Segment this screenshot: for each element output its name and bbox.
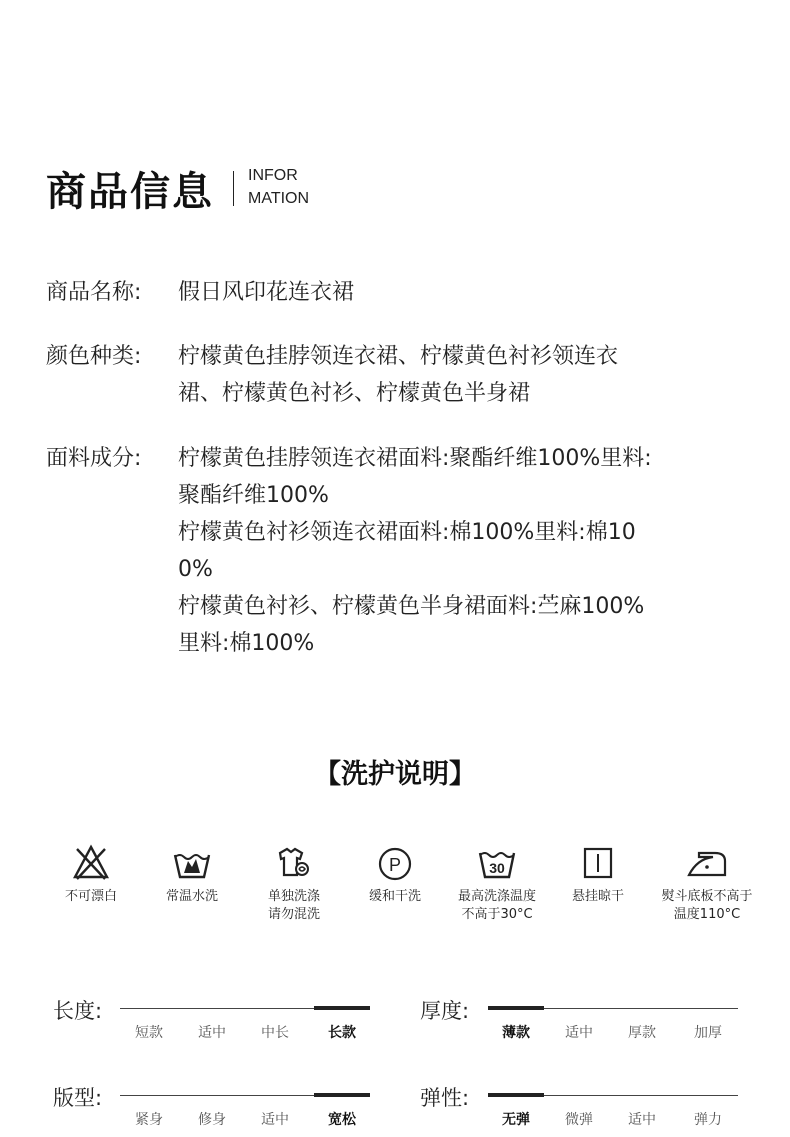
fabric-line: 柠檬黄色衬衫领连衣裙面料:棉100%里料:棉10: [178, 520, 636, 545]
svg-text:30: 30: [489, 860, 505, 876]
care-label: [539, 888, 657, 906]
subtitle-line: MATION: [248, 190, 310, 207]
elasticity-option: 微弹: [565, 1112, 593, 1128]
color-label: 颜色种类:: [46, 344, 142, 369]
fabric-value: [178, 440, 746, 662]
color-value: [178, 338, 746, 412]
iron-icon: [648, 838, 766, 888]
fit-option: 适中: [261, 1112, 289, 1128]
fabric-line: 0%: [178, 557, 213, 582]
care-label: [133, 888, 251, 906]
fit-indicator: [314, 1093, 370, 1097]
subtitle-line: INFOR: [248, 167, 298, 184]
elasticity-option: 适中: [628, 1112, 656, 1128]
color-row: [46, 338, 746, 412]
care-label-line: 最高洗涤温度: [457, 889, 536, 904]
care-title: 【洗护说明】: [314, 759, 476, 790]
thickness-option: 适中: [565, 1025, 593, 1041]
care-item-iron: [648, 838, 766, 924]
length-label: 长度:: [53, 999, 103, 1023]
length-option-selected: 长款: [328, 1025, 356, 1041]
fit-label: 版型:: [53, 1086, 103, 1110]
section-subtitle: [248, 164, 309, 210]
care-item-hand-wash: [133, 838, 251, 906]
product-name-label: 商品名称:: [46, 280, 142, 305]
title-divider: [233, 171, 234, 206]
fabric-line: 柠檬黄色衬衫、柠檬黄色半身裙面料:苎麻100%: [178, 594, 645, 619]
care-label-line: 请勿混洗: [267, 907, 320, 922]
length-option: 中长: [261, 1025, 289, 1041]
care-label-line: 熨斗底板不高于: [661, 889, 753, 904]
fit-option: 修身: [198, 1112, 226, 1128]
care-label-line: 不可漂白: [64, 889, 117, 904]
care-label-line: 悬挂晾干: [571, 889, 624, 904]
thickness-option-selected: 薄款: [502, 1025, 530, 1041]
care-label-line: 不高于30°C: [461, 907, 533, 922]
fabric-label: 面料成分:: [46, 446, 142, 471]
fit-option-selected: 宽松: [328, 1112, 356, 1128]
color-line: 柠檬黄色挂脖领连衣裙、柠檬黄色衬衫领连衣: [178, 344, 619, 369]
care-label-line: 单独洗涤: [267, 889, 320, 904]
care-label-line: 常温水洗: [165, 889, 218, 904]
care-label: [648, 888, 766, 924]
care-item-hang-dry: [539, 838, 657, 906]
care-label-line: 温度110°C: [673, 907, 741, 922]
elasticity-option-selected: 无弹: [502, 1112, 530, 1128]
fabric-line: 柠檬黄色挂脖领连衣裙面料:聚酯纤维100%里料:: [178, 446, 652, 471]
length-option: 适中: [198, 1025, 226, 1041]
length-indicator: [314, 1006, 370, 1010]
fabric-row: [46, 440, 746, 662]
length-option: 短款: [135, 1025, 163, 1041]
thickness-indicator: [488, 1006, 544, 1010]
product-name-row: [46, 274, 746, 311]
care-label: [336, 888, 454, 906]
elasticity-option: 弹力: [694, 1112, 722, 1128]
thickness-option: 加厚: [694, 1025, 722, 1041]
fabric-line: 聚酯纤维100%: [178, 483, 329, 508]
care-label-line: 缓和干洗: [368, 889, 421, 904]
care-item-dry-clean: [336, 838, 454, 906]
hang-dry-icon: [539, 838, 657, 888]
hand-wash-icon: [133, 838, 251, 888]
svg-text:P: P: [388, 855, 402, 875]
thickness-option: 厚款: [628, 1025, 656, 1041]
thickness-label: 厚度:: [420, 999, 470, 1023]
dry-clean-icon: [336, 838, 454, 888]
elasticity-indicator: [488, 1093, 544, 1097]
fit-option: 紧身: [135, 1112, 163, 1128]
elasticity-label: 弹性:: [420, 1086, 470, 1110]
fabric-line: 里料:棉100%: [178, 631, 315, 656]
section-title: 商品信息: [46, 169, 214, 215]
color-line: 裙、柠檬黄色衬衫、柠檬黄色半身裙: [178, 381, 531, 406]
product-name-value: 假日风印花连衣裙: [178, 280, 355, 305]
